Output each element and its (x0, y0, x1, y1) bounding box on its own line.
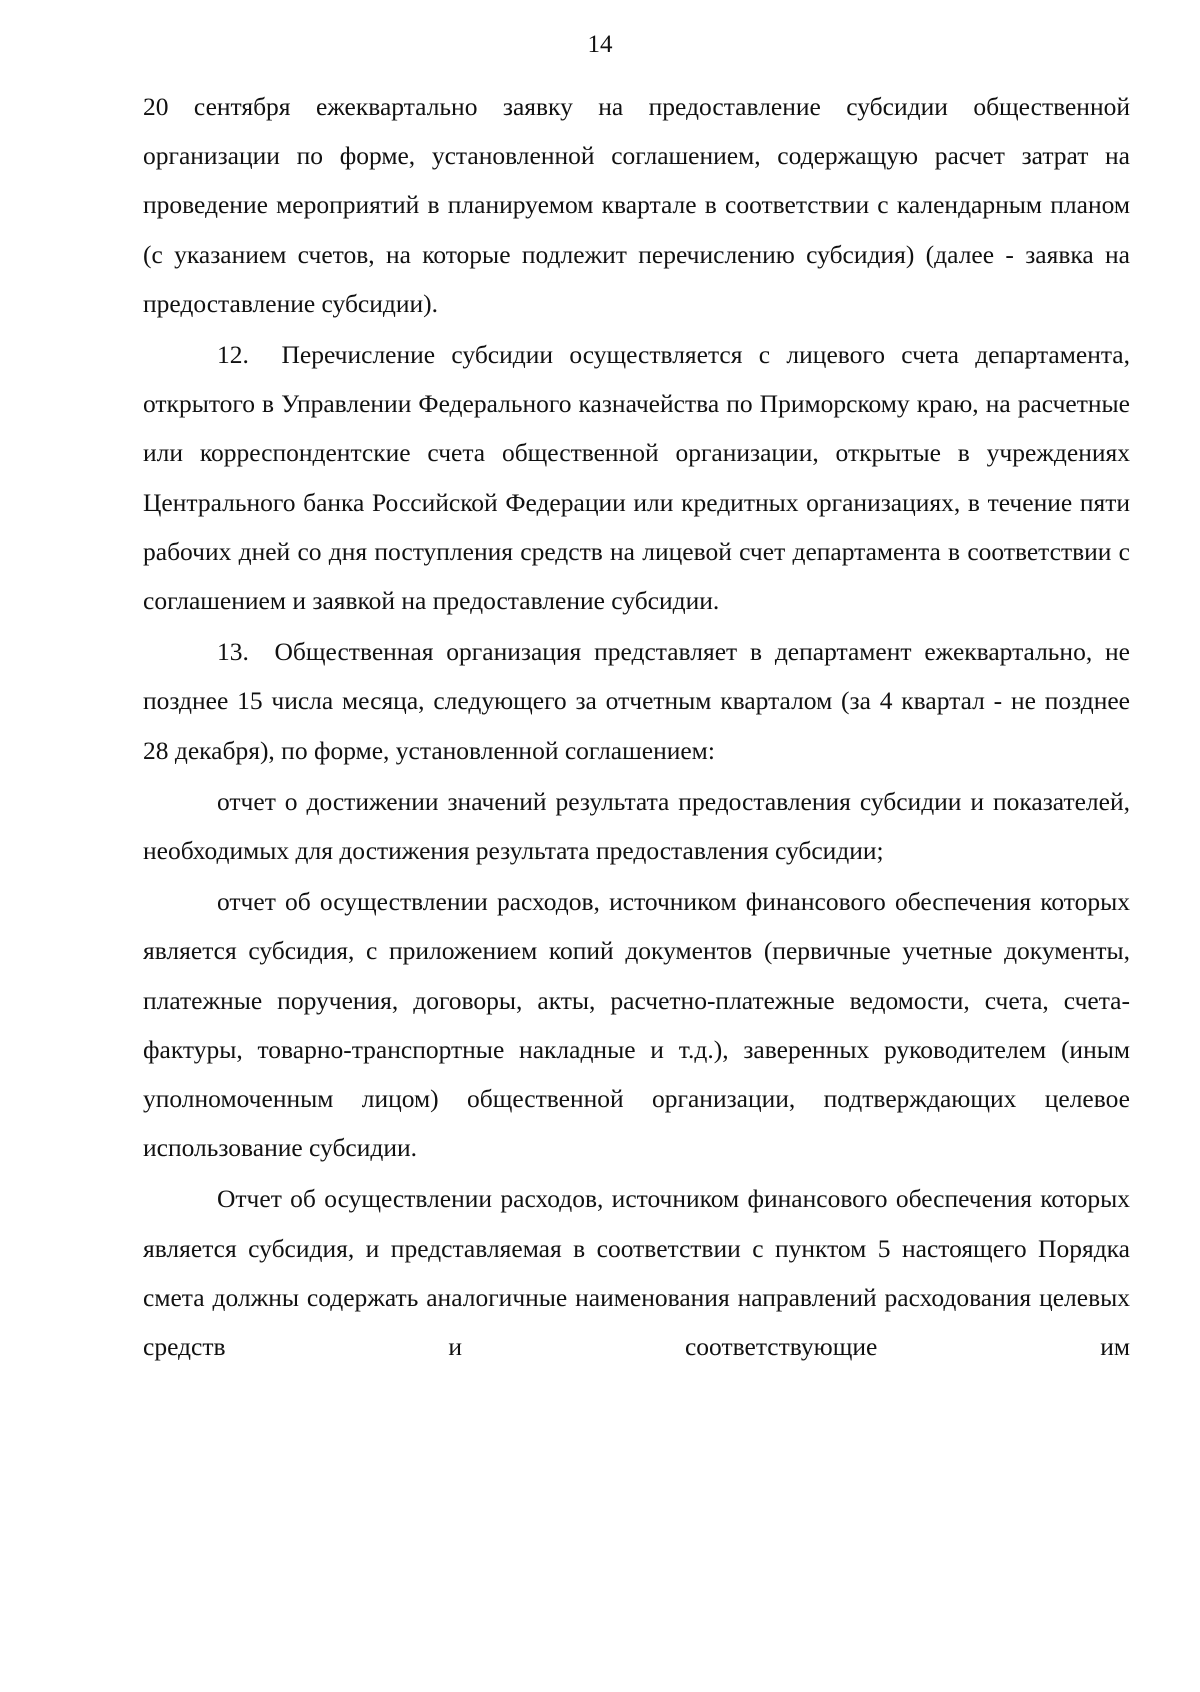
page-number: 14 (587, 31, 613, 58)
paragraph-report-estimate: Отчет об осуществлении расходов, источником финансового обеспечения которых является субсидия, и представляемая в соответствии с пунктом 5 настоящего Порядка смета должны содержать аналогичные наименования направлений расходования целевых средств и соответствующие им (143, 1184, 1130, 1362)
document-body (143, 82, 1130, 1371)
paragraph-item-12: 12. Перечисление субсидии осуществляется с лицевого счета департамента, открытого в Управлении Федерального казначейства по Приморскому краю, на расчетные или корреспондентские счета общественной организации, открытые в учреждениях Центрального банка Российской Федерации или кредитных организациях, в течение пяти рабочих дней со дня поступления средств на лицевой счет департамента в соответствии с соглашением и заявкой на предоставление субсидии. (143, 340, 1130, 616)
paragraph-item-13: 13. Общественная организация представляет в департамент ежеквартально, не позднее 15 числа месяца, следующего за отчетным кварталом (за 4 квартал - не позднее 28 декабря), по форме, установленной соглашением: (143, 637, 1130, 765)
paragraph-report-expenses: отчет об осуществлении расходов, источником финансового обеспечения которых является субсидия, с приложением копий документов (первичные учетные документы, платежные поручения, договоры, акты, расчетно-платежные ведомости, счета, счета-фактуры, товарно-транспортные накладные и т.д.), заверенных руководителем (иным уполномоченным лицом) общественной организации, подтверждающих целевое использование субсидии. (143, 887, 1130, 1163)
paragraph-report-results: отчет о достижении значений результата предоставления субсидии и показателей, необходимых для достижения результата предоставления субсидии; (143, 786, 1130, 866)
paragraph-continuation: 20 сентября ежеквартально заявку на предоставление субсидии общественной организации по форме, установленной соглашением, содержащую расчет затрат на проведение мероприятий в планируемом квартале в соответствии с календарным планом (с указанием счетов, на которые подлежит перечислению субсидия) (далее - заявка на предоставление субсидии). (143, 92, 1130, 318)
